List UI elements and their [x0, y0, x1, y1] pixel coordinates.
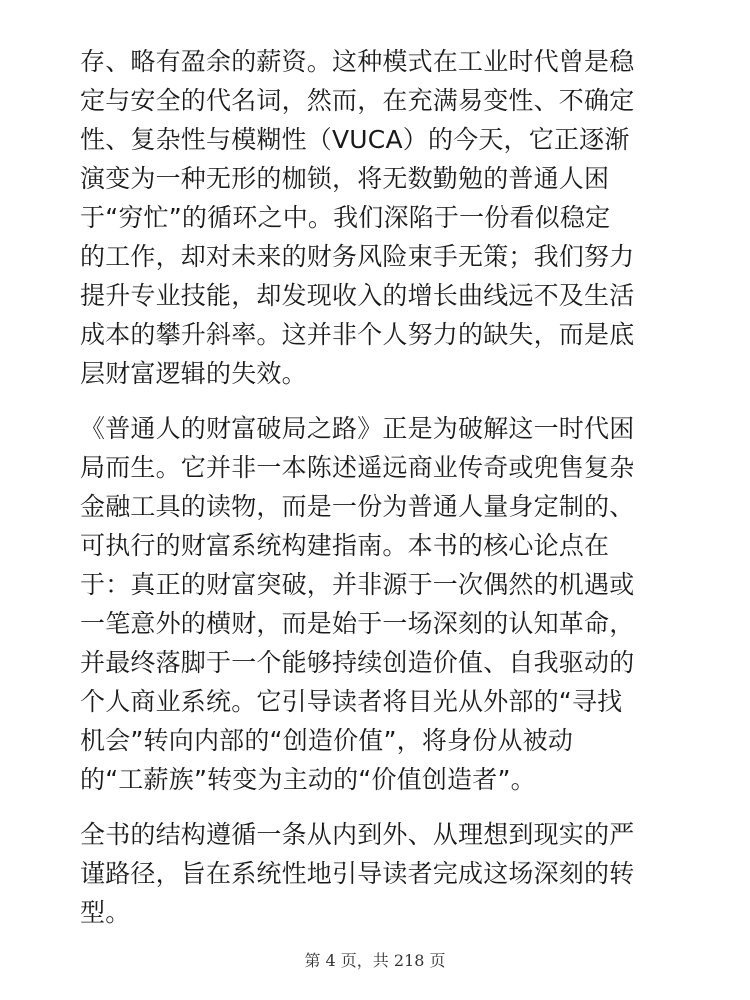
- text-line: 定与安全的代名词，然而，在充满易变性、不确定: [80, 86, 635, 115]
- text-line: 演变为一种无形的枷锁，将无数勤勉的普通人困: [80, 164, 610, 193]
- text-line: 于“穷忙”的循环之中。我们深陷于一份看似稳定: [80, 203, 611, 232]
- paragraph-2: [80, 409, 680, 799]
- page-number-footer: 第 4 页，共 218 页: [304, 951, 446, 970]
- text-line: 可执行的财富系统构建指南。本书的核心论点在: [80, 531, 610, 560]
- text-line: 全书的结构遵循一条从内到外、从理想到现实的严: [80, 820, 635, 849]
- text-line: 存、略有盈余的薪资。这种模式在工业时代曾是稳: [80, 47, 635, 76]
- text-line: 提升专业技能，却发现收入的增长曲线远不及生活: [80, 281, 635, 310]
- text-line: 性、复杂性与模糊性（VUCA）的今天，它正逐渐: [80, 125, 630, 154]
- body-text: [80, 42, 680, 932]
- text-line: 谨路径，旨在系统性地引导读者完成这场深刻的转: [80, 859, 635, 888]
- text-line: 层财富逻辑的失效。: [80, 359, 307, 388]
- text-line: 机会”转向内部的“创造价值”，将身份从被动: [80, 726, 574, 755]
- text-line: 一笔意外的横财，而是始于一场深刻的认知革命，: [80, 609, 635, 638]
- text-line: 于：真正的财富突破，并非源于一次偶然的机遇或: [80, 570, 635, 599]
- paragraph-3: [80, 815, 680, 932]
- text-line: 金融工具的读物，而是一份为普通人量身定制的、: [80, 492, 635, 521]
- text-line: 《普通人的财富破局之路》正是为破解这一时代困: [80, 414, 635, 443]
- text-line: 成本的攀升斜率。这并非个人努力的缺失，而是底: [80, 320, 635, 349]
- paragraph-1: [80, 42, 680, 393]
- text-line: 并最终落脚于一个能够持续创造价值、自我驱动的: [80, 648, 635, 677]
- text-line: 的“工薪族”转变为主动的“价值创造者”。: [80, 765, 536, 794]
- text-line: 型。: [80, 898, 131, 927]
- text-line: 的工作，却对未来的财务风险束手无策；我们努力: [80, 242, 635, 271]
- text-line: 局而生。它并非一本陈述遥远商业传奇或兜售复杂: [80, 453, 635, 482]
- text-line: 个人商业系统。它引导读者将目光从外部的“寻找: [80, 687, 623, 716]
